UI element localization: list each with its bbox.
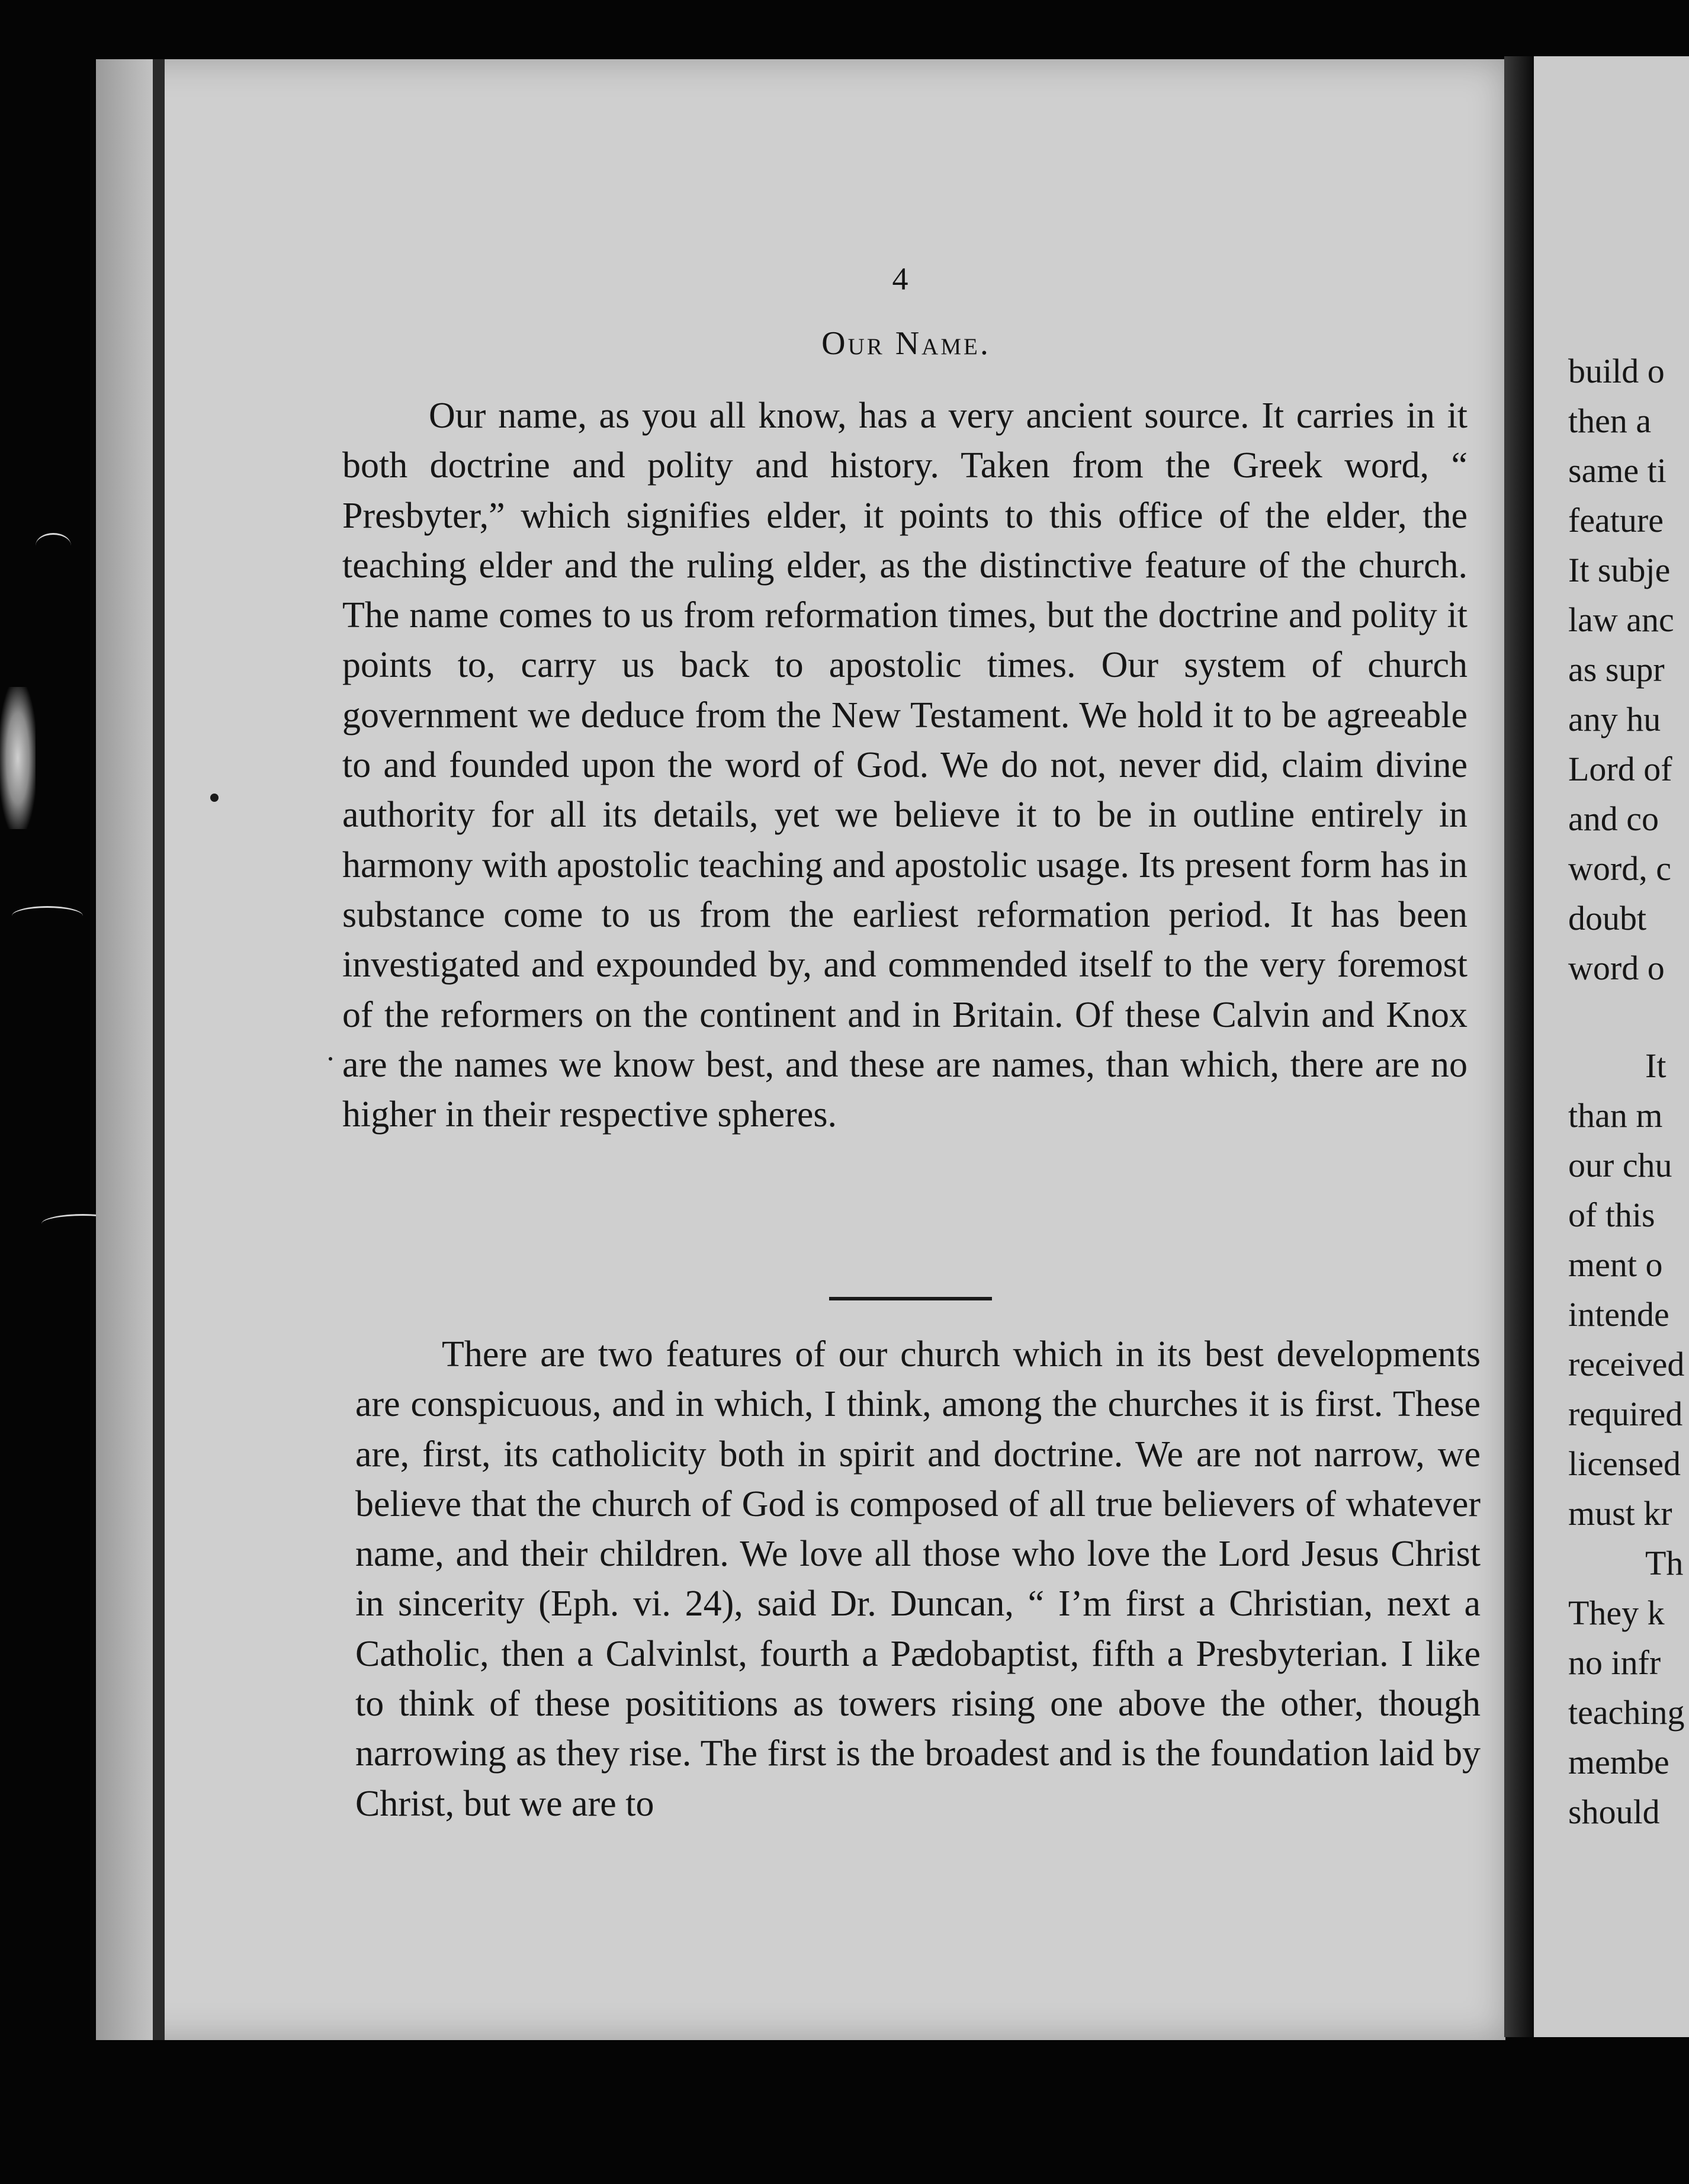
facing-page-line: should <box>1568 1793 1660 1831</box>
facing-page-line: word o <box>1568 949 1665 987</box>
facing-page-text <box>1568 346 1689 1837</box>
facing-page-line: received <box>1568 1345 1685 1383</box>
facing-page-line: ment o <box>1568 1245 1663 1284</box>
ink-speck <box>329 1057 332 1061</box>
facing-page-line: It subje <box>1568 551 1671 589</box>
facing-page-line: and co <box>1568 799 1659 838</box>
facing-page-line: intende <box>1568 1295 1669 1334</box>
facing-page-line: It <box>1645 1046 1666 1085</box>
facing-page-line: our chu <box>1568 1146 1672 1184</box>
facing-page-line: They k <box>1568 1594 1665 1632</box>
page-number: 4 <box>892 261 908 297</box>
facing-page-line: must kr <box>1568 1494 1672 1533</box>
facing-page-line: as supr <box>1568 650 1665 689</box>
body-paragraph-2: There are two features of our church which in its best developments are conspicuous, and in which, I think, among the churches it is first. These are, first, its catholicity both in spirit and doctrine. We are not narrow, we believe that the church of God is composed of all true believers of whatever name, and their children. We love all those who love the Lord Jesus Christ in sincerity (Eph. vi. 24), said Dr. Duncan, “ I’m first a Christian, next a Catholic, then a Calvinlst, fourth a Pædobaptist, fifth a Presbyterian. I like to think of these posititions as towers rising one above the other, though narrowing as they rise. The first is the broadest and is the foundation laid by Christ, but we are to <box>355 1334 1481 1824</box>
section-heading: Our Name. <box>821 325 991 362</box>
body-paragraph-1: Our name, as you all know, has a very ancient source. It carries in it both doctrine and polity and history. Taken from the Greek word, “ Presbyter,” which signifies elder, it points to this office of the elder, the teaching elder and the ruling elder, as the distinctive feature of the church. The name comes to us from reformation times, but the doctrine and polity it points to, carry us back to apostolic times. Our system of church government we deduce from the New Testament. We hold it to be agreeable to and founded upon the word of God. We do not, never did, claim divine authority for all its details, yet we believe it to be in outline entirely in harmony with apostolic teaching and apostolic usage. Its present form has in substance come to us from the earliest reformation period. It has been investigated and expounded by, and commended itself to the very foremost of the reformers on the continent and in Britain. Of these Calvin and Knox are the names we know best, and these are names, than which, there are no higher in their respective spheres. <box>342 396 1468 1135</box>
facing-page-line: then a <box>1568 402 1652 440</box>
facing-page-line: build o <box>1568 352 1665 390</box>
facing-page-line: Lord of <box>1568 750 1672 788</box>
paper-fiber <box>12 906 83 926</box>
facing-page-line: feature <box>1568 501 1664 539</box>
facing-page-line: of this <box>1568 1196 1655 1234</box>
left-page-binding-line <box>153 59 165 2040</box>
facing-page-line: than m <box>1568 1096 1663 1135</box>
facing-page-line: licensed <box>1568 1444 1681 1483</box>
left-page-edge <box>96 59 155 2040</box>
facing-page-line: membe <box>1568 1743 1669 1781</box>
facing-page-line: Th <box>1645 1544 1684 1582</box>
facing-page-line: teaching <box>1568 1693 1685 1732</box>
edge-stain <box>0 687 36 829</box>
facing-page-line: same ti <box>1568 451 1666 490</box>
facing-page-line: law anc <box>1568 600 1674 639</box>
facing-page-line: doubt <box>1568 899 1647 937</box>
section-divider <box>829 1297 992 1300</box>
facing-page-line: word, c <box>1568 849 1671 888</box>
paper-fiber <box>36 533 71 558</box>
facing-page-line: no infr <box>1568 1643 1661 1682</box>
gutter-shadow <box>1504 56 1534 2037</box>
ink-speck <box>210 794 219 802</box>
facing-page-line: required <box>1568 1395 1683 1433</box>
facing-page-line: any hu <box>1568 700 1661 738</box>
